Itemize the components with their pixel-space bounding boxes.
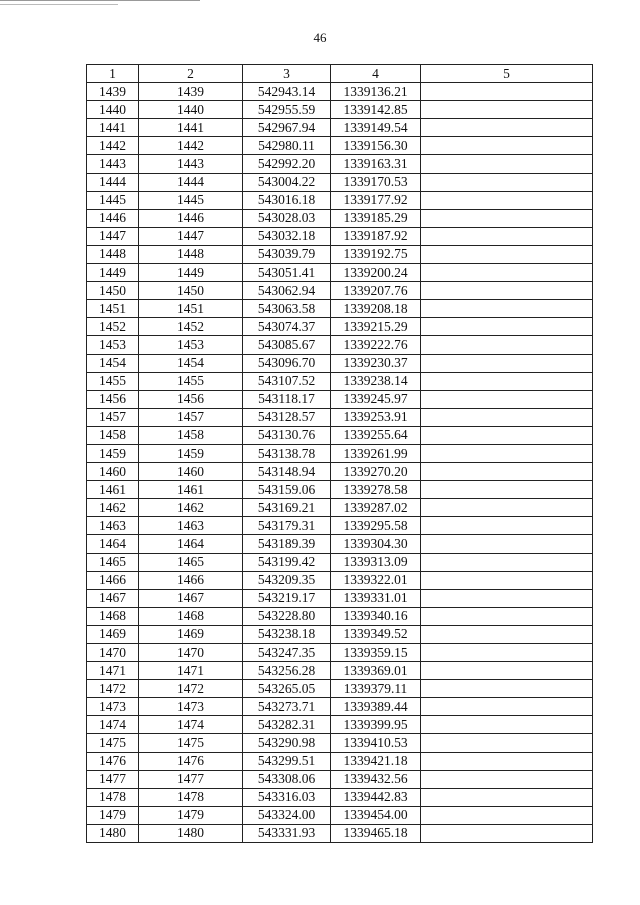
table-cell: 1447	[139, 227, 243, 245]
table-cell: 1339163.31	[331, 155, 421, 173]
table-cell	[421, 191, 593, 209]
table-cell: 1446	[87, 209, 139, 227]
table-row	[87, 680, 593, 698]
table-row	[87, 318, 593, 336]
column-header: 5	[421, 65, 593, 83]
table-cell: 543138.78	[243, 444, 331, 462]
table-cell: 1339208.18	[331, 300, 421, 318]
table-cell: 1470	[87, 644, 139, 662]
table-cell: 543085.67	[243, 336, 331, 354]
table-row	[87, 607, 593, 625]
table-cell: 1339369.01	[331, 662, 421, 680]
table-row	[87, 734, 593, 752]
table-cell: 1476	[139, 752, 243, 770]
page-number: 46	[313, 30, 327, 45]
table-cell: 1339410.53	[331, 734, 421, 752]
header-row	[87, 65, 593, 83]
table-cell: 1339331.01	[331, 589, 421, 607]
table-cell: 1461	[139, 481, 243, 499]
table-cell: 1453	[139, 336, 243, 354]
table-cell: 1454	[139, 354, 243, 372]
table-cell: 1455	[87, 372, 139, 390]
table-cell: 1339230.37	[331, 354, 421, 372]
column-header: 1	[87, 65, 139, 83]
table-cell	[421, 300, 593, 318]
table-cell	[421, 101, 593, 119]
table-row	[87, 336, 593, 354]
table-cell: 1456	[87, 390, 139, 408]
table-cell: 1339192.75	[331, 245, 421, 263]
table-cell: 542992.20	[243, 155, 331, 173]
table-cell: 1473	[139, 698, 243, 716]
table-cell: 1339379.11	[331, 680, 421, 698]
table-row	[87, 481, 593, 499]
table-cell: 1339253.91	[331, 408, 421, 426]
table-cell	[421, 553, 593, 571]
table-cell: 1452	[139, 318, 243, 336]
table-cell: 1475	[87, 734, 139, 752]
table-cell	[421, 227, 593, 245]
table-row	[87, 444, 593, 462]
table-cell	[421, 788, 593, 806]
table-cell: 1475	[139, 734, 243, 752]
table-cell: 1465	[87, 553, 139, 571]
table-cell: 543179.31	[243, 517, 331, 535]
table-row	[87, 535, 593, 553]
table-cell: 1468	[87, 607, 139, 625]
table-cell: 1453	[87, 336, 139, 354]
table-cell: 1460	[87, 463, 139, 481]
table-cell: 1339238.14	[331, 372, 421, 390]
table-cell: 1479	[87, 806, 139, 824]
table-cell	[421, 137, 593, 155]
table-cell	[421, 336, 593, 354]
table-cell: 1450	[87, 282, 139, 300]
table-cell: 543169.21	[243, 499, 331, 517]
table-cell: 1339322.01	[331, 571, 421, 589]
table-cell: 543128.57	[243, 408, 331, 426]
table-cell	[421, 589, 593, 607]
table-row	[87, 571, 593, 589]
table-row	[87, 245, 593, 263]
table-cell: 543316.03	[243, 788, 331, 806]
table-cell: 1443	[139, 155, 243, 173]
table-cell: 1448	[139, 245, 243, 263]
table-cell: 1451	[139, 300, 243, 318]
table-cell: 1461	[87, 481, 139, 499]
table-cell: 1462	[87, 499, 139, 517]
table-cell: 1339222.76	[331, 336, 421, 354]
table-cell: 543039.79	[243, 245, 331, 263]
table-cell: 1443	[87, 155, 139, 173]
table-row	[87, 173, 593, 191]
table-cell	[421, 662, 593, 680]
table-cell: 1339287.02	[331, 499, 421, 517]
table-cell: 543256.28	[243, 662, 331, 680]
table-row	[87, 209, 593, 227]
table-cell: 1462	[139, 499, 243, 517]
table-cell: 543130.76	[243, 426, 331, 444]
table-cell: 1446	[139, 209, 243, 227]
table-cell: 1477	[139, 770, 243, 788]
table-row	[87, 227, 593, 245]
table-cell: 1472	[139, 680, 243, 698]
table-cell: 1440	[139, 101, 243, 119]
table-cell	[421, 607, 593, 625]
table-cell	[421, 444, 593, 462]
table-cell: 1445	[87, 191, 139, 209]
table-cell	[421, 426, 593, 444]
table-cell: 1448	[87, 245, 139, 263]
table-row	[87, 716, 593, 734]
table-cell: 543209.35	[243, 571, 331, 589]
table-cell: 1339149.54	[331, 119, 421, 137]
table-cell: 1440	[87, 101, 139, 119]
table-cell	[421, 698, 593, 716]
table-cell: 542955.59	[243, 101, 331, 119]
table-cell: 1457	[139, 408, 243, 426]
table-cell	[421, 571, 593, 589]
table-cell: 1470	[139, 644, 243, 662]
table-row	[87, 517, 593, 535]
table-cell: 543265.05	[243, 680, 331, 698]
coordinates-table	[86, 64, 593, 843]
table-cell: 1339340.16	[331, 607, 421, 625]
table-cell: 543148.94	[243, 463, 331, 481]
table-cell: 1339359.15	[331, 644, 421, 662]
table-cell: 1339349.52	[331, 625, 421, 643]
table-cell: 1441	[87, 119, 139, 137]
table-cell: 1473	[87, 698, 139, 716]
table-cell: 543118.17	[243, 390, 331, 408]
table-cell: 1450	[139, 282, 243, 300]
table-cell: 1339432.56	[331, 770, 421, 788]
table-cell: 1456	[139, 390, 243, 408]
column-header: 2	[139, 65, 243, 83]
table-cell: 1463	[139, 517, 243, 535]
table-cell: 543219.17	[243, 589, 331, 607]
table-row	[87, 644, 593, 662]
table-row	[87, 390, 593, 408]
table-cell: 1465	[139, 553, 243, 571]
table-cell	[421, 372, 593, 390]
table-cell: 1339136.21	[331, 83, 421, 101]
table-cell: 1445	[139, 191, 243, 209]
table-cell: 543299.51	[243, 752, 331, 770]
table-cell: 543324.00	[243, 806, 331, 824]
table-row	[87, 354, 593, 372]
table-row	[87, 553, 593, 571]
table-cell: 1472	[87, 680, 139, 698]
table-row	[87, 770, 593, 788]
table-cell: 1339255.64	[331, 426, 421, 444]
table-cell: 543107.52	[243, 372, 331, 390]
table-cell: 1464	[139, 535, 243, 553]
table-cell: 543247.35	[243, 644, 331, 662]
table-row	[87, 137, 593, 155]
table-cell	[421, 752, 593, 770]
table-cell: 1459	[139, 444, 243, 462]
table-cell: 1339215.29	[331, 318, 421, 336]
table-cell: 543189.39	[243, 535, 331, 553]
table-cell: 1339389.44	[331, 698, 421, 716]
table-row	[87, 119, 593, 137]
table-cell: 1339295.58	[331, 517, 421, 535]
table-row	[87, 589, 593, 607]
table-row	[87, 101, 593, 119]
table-cell	[421, 282, 593, 300]
table-cell: 543032.18	[243, 227, 331, 245]
table-row	[87, 408, 593, 426]
table-cell: 543063.58	[243, 300, 331, 318]
table-cell: 543282.31	[243, 716, 331, 734]
table-cell: 1459	[87, 444, 139, 462]
table-cell: 1339421.18	[331, 752, 421, 770]
table-cell: 1466	[87, 571, 139, 589]
table-cell: 543096.70	[243, 354, 331, 372]
table-cell	[421, 770, 593, 788]
table-cell: 1449	[139, 264, 243, 282]
table-cell	[421, 264, 593, 282]
table-cell	[421, 245, 593, 263]
table-cell	[421, 481, 593, 499]
table-cell	[421, 644, 593, 662]
table-cell	[421, 824, 593, 842]
table-cell: 1444	[139, 173, 243, 191]
table-cell: 1339304.30	[331, 535, 421, 553]
table-cell: 543016.18	[243, 191, 331, 209]
table-cell: 543273.71	[243, 698, 331, 716]
table-cell	[421, 463, 593, 481]
table-row	[87, 698, 593, 716]
table-cell: 1480	[87, 824, 139, 842]
table-cell: 1468	[139, 607, 243, 625]
table-cell: 1478	[139, 788, 243, 806]
table-cell: 1452	[87, 318, 139, 336]
table-cell: 1457	[87, 408, 139, 426]
table-cell: 1339399.95	[331, 716, 421, 734]
table-cell	[421, 680, 593, 698]
table-cell: 543228.80	[243, 607, 331, 625]
table-cell: 1467	[139, 589, 243, 607]
table-body	[87, 83, 593, 843]
table-cell: 543290.98	[243, 734, 331, 752]
table-cell: 1339170.53	[331, 173, 421, 191]
table-cell: 1466	[139, 571, 243, 589]
table-cell: 1474	[87, 716, 139, 734]
table-cell: 1339200.24	[331, 264, 421, 282]
table-cell	[421, 517, 593, 535]
table-row	[87, 806, 593, 824]
table-cell: 1339177.92	[331, 191, 421, 209]
table-cell: 1467	[87, 589, 139, 607]
table-cell: 543308.06	[243, 770, 331, 788]
table-cell: 1339270.20	[331, 463, 421, 481]
table-cell: 1480	[139, 824, 243, 842]
table-cell: 542980.11	[243, 137, 331, 155]
table-cell: 1442	[87, 137, 139, 155]
table-cell	[421, 625, 593, 643]
table-cell: 1439	[139, 83, 243, 101]
table-row	[87, 662, 593, 680]
table-cell: 1471	[139, 662, 243, 680]
table-cell: 542943.14	[243, 83, 331, 101]
table-cell	[421, 209, 593, 227]
table-row	[87, 625, 593, 643]
table-cell: 1464	[87, 535, 139, 553]
table-row	[87, 824, 593, 842]
table-row	[87, 499, 593, 517]
table-cell: 1471	[87, 662, 139, 680]
table-cell: 1441	[139, 119, 243, 137]
table-row	[87, 83, 593, 101]
table-cell: 1451	[87, 300, 139, 318]
table-cell: 543028.03	[243, 209, 331, 227]
table-cell: 1339207.76	[331, 282, 421, 300]
table-cell: 1454	[87, 354, 139, 372]
table-cell: 1469	[87, 625, 139, 643]
table-cell	[421, 155, 593, 173]
table-cell: 543159.06	[243, 481, 331, 499]
table-cell: 1339187.92	[331, 227, 421, 245]
table-cell: 1474	[139, 716, 243, 734]
table-cell: 1339465.18	[331, 824, 421, 842]
table-cell: 1479	[139, 806, 243, 824]
table-row	[87, 264, 593, 282]
table-cell: 543199.42	[243, 553, 331, 571]
table-cell: 1476	[87, 752, 139, 770]
table-cell: 542967.94	[243, 119, 331, 137]
scan-top-rule	[0, 0, 200, 1]
table-cell	[421, 354, 593, 372]
table-cell: 1339156.30	[331, 137, 421, 155]
table-cell: 1469	[139, 625, 243, 643]
table-row	[87, 282, 593, 300]
table-cell	[421, 173, 593, 191]
table-cell	[421, 83, 593, 101]
table-row	[87, 155, 593, 173]
table-cell: 1455	[139, 372, 243, 390]
table-cell	[421, 408, 593, 426]
table-cell: 1458	[139, 426, 243, 444]
table-cell: 1339261.99	[331, 444, 421, 462]
table-row	[87, 300, 593, 318]
table-cell: 1339313.09	[331, 553, 421, 571]
table-cell	[421, 535, 593, 553]
table-cell: 1449	[87, 264, 139, 282]
column-header: 3	[243, 65, 331, 83]
table-cell: 543004.22	[243, 173, 331, 191]
table-cell: 1478	[87, 788, 139, 806]
table-cell: 543238.18	[243, 625, 331, 643]
table-cell: 1339278.58	[331, 481, 421, 499]
table-cell: 1460	[139, 463, 243, 481]
table-cell: 1447	[87, 227, 139, 245]
table-cell: 1439	[87, 83, 139, 101]
table-cell: 1458	[87, 426, 139, 444]
table-cell: 1444	[87, 173, 139, 191]
table-cell: 1339442.83	[331, 788, 421, 806]
column-header: 4	[331, 65, 421, 83]
table-cell: 1339142.85	[331, 101, 421, 119]
table-cell	[421, 390, 593, 408]
table-cell	[421, 806, 593, 824]
table-row	[87, 372, 593, 390]
table-cell	[421, 716, 593, 734]
table-cell: 543331.93	[243, 824, 331, 842]
table-row	[87, 463, 593, 481]
table-cell	[421, 318, 593, 336]
table-cell: 543062.94	[243, 282, 331, 300]
table-row	[87, 752, 593, 770]
table-cell	[421, 499, 593, 517]
table-row	[87, 426, 593, 444]
table-cell: 1442	[139, 137, 243, 155]
table-cell: 1477	[87, 770, 139, 788]
table-cell: 1463	[87, 517, 139, 535]
table-cell	[421, 734, 593, 752]
table-cell: 543074.37	[243, 318, 331, 336]
table-cell: 1339245.97	[331, 390, 421, 408]
table-cell	[421, 119, 593, 137]
table-cell: 1339454.00	[331, 806, 421, 824]
scan-top-rule-short	[0, 4, 118, 5]
table-cell: 543051.41	[243, 264, 331, 282]
table-row	[87, 788, 593, 806]
table-row	[87, 191, 593, 209]
table-cell: 1339185.29	[331, 209, 421, 227]
